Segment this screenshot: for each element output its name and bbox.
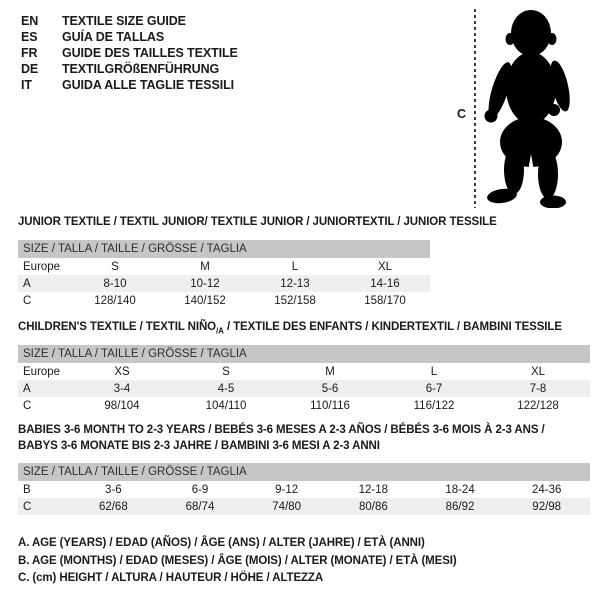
table-cell: Europe	[23, 365, 61, 378]
table-cell: S	[222, 365, 230, 378]
table-cell: XL	[530, 365, 546, 378]
table-row	[18, 363, 590, 380]
table-cell: 10-12	[190, 277, 220, 290]
size-header-bar: SIZE / TALLA / TAILLE / GRÖSSE / TAGLIA	[18, 463, 590, 481]
table-cell: L	[291, 260, 299, 273]
section-title-text: / TEXTILE DES ENFANTS / KINDERTEXTIL / BAMBINI TESSILE	[223, 321, 562, 333]
table-cell: 110/116	[310, 399, 350, 412]
table-cell: 4-5	[217, 382, 235, 395]
table-cell: 12-13	[280, 277, 310, 290]
language-code: DE	[21, 62, 39, 76]
table-cell: 3-6	[105, 483, 122, 496]
size-header-bar: SIZE / TALLA / TAILLE / GRÖSSE / TAGLIA	[18, 345, 590, 363]
language-row	[21, 61, 238, 77]
language-row	[21, 29, 238, 45]
table-cell: L	[430, 365, 438, 378]
section-title-subscript: /A	[216, 326, 224, 336]
note-height-cm: C. (cm) HEIGHT / ALTURA / HAUTEUR / HÖHE / ALTEZZA	[18, 572, 324, 584]
height-measure-dashed-line	[474, 9, 476, 208]
table-cell: 12-18	[358, 483, 389, 496]
table-cell: 74/80	[272, 500, 302, 513]
table-row	[18, 397, 590, 414]
table-cell: 158/170	[364, 294, 406, 307]
language-title: GUIDE DES TAILLES TEXTILE	[62, 46, 238, 60]
table-cell: 122/128	[517, 399, 559, 412]
table-cell: XS	[114, 365, 130, 378]
language-code: IT	[21, 78, 32, 92]
table-cell: 14-16	[370, 277, 400, 290]
table-cell: 6-9	[191, 483, 209, 496]
table-row	[18, 481, 590, 498]
table-body	[18, 363, 590, 414]
table-cell: 62/68	[98, 500, 128, 513]
table-cell: A	[23, 382, 31, 395]
table-cell: 98/104	[104, 399, 140, 412]
table-cell: A	[23, 277, 31, 290]
table-cell: S	[111, 260, 119, 273]
table-cell: M	[325, 365, 335, 378]
language-code: FR	[21, 46, 38, 60]
section-title-line: BABYS 3-6 MONATE BIS 2-3 JAHRE / BAMBINI 3-6 MESI A 2-3 ANNI	[18, 440, 380, 452]
table-body	[18, 258, 430, 309]
section-title-babies	[18, 422, 545, 454]
table-cell: 104/110	[205, 399, 247, 412]
table-cell: C	[23, 500, 32, 513]
table-cell: C	[23, 294, 32, 307]
table-cell: 92/98	[532, 500, 562, 513]
children-size-table	[18, 345, 590, 414]
section-title-line: BABIES 3-6 MONTH TO 2-3 YEARS / BEBÉS 3-6 MESES A 2-3 AÑOS / BÉBÉS 3-6 MOIS À 2-3 ANS /	[18, 424, 545, 436]
table-cell: 3-4	[113, 382, 131, 395]
language-title: GUÍA DE TALLAS	[62, 30, 165, 44]
table-cell: 9-12	[275, 483, 299, 496]
table-cell: XL	[377, 260, 393, 273]
table-cell: C	[23, 399, 32, 412]
table-cell: 86/92	[445, 500, 475, 513]
table-row	[18, 275, 430, 292]
height-measure-label: C	[457, 107, 467, 121]
table-cell: M	[200, 260, 210, 273]
table-cell: 128/140	[94, 294, 136, 307]
table-cell: 80/86	[358, 500, 388, 513]
table-cell: 6-7	[425, 382, 443, 395]
section-title-text: CHILDREN'S TEXTILE / TEXTIL NIÑO	[18, 321, 217, 333]
section-title-junior: JUNIOR TEXTILE / TEXTIL JUNIOR/ TEXTILE JUNIOR / JUNIORTEXTIL / JUNIOR TESSILE	[18, 216, 497, 228]
table-row	[18, 258, 430, 275]
table-cell: 5-6	[321, 382, 339, 395]
note-age-years: A. AGE (YEARS) / EDAD (AÑOS) / ÂGE (ANS) / ALTER (JAHRE) / ETÀ (ANNI)	[18, 537, 425, 549]
section-title-children	[18, 319, 562, 339]
table-cell: Europe	[23, 260, 61, 273]
language-row	[21, 45, 238, 61]
table-row	[18, 498, 590, 515]
baby-silhouette-image	[481, 8, 576, 208]
language-row	[21, 13, 238, 29]
language-row	[21, 77, 238, 93]
table-body	[18, 481, 590, 515]
table-cell: 140/152	[184, 294, 226, 307]
legend-notes	[18, 535, 457, 588]
table-cell: 7-8	[529, 382, 547, 395]
babies-size-table	[18, 463, 590, 515]
table-cell: B	[23, 483, 31, 496]
language-title: TEXTILE SIZE GUIDE	[62, 14, 186, 28]
language-title-list	[21, 13, 238, 93]
table-cell: 116/122	[413, 399, 455, 412]
table-cell: 68/74	[185, 500, 215, 513]
language-code: ES	[21, 30, 38, 44]
note-age-months: B. AGE (MONTHS) / EDAD (MESES) / ÂGE (MOIS) / ALTER (MONATE) / ETÀ (MESI)	[18, 554, 457, 567]
table-cell: 152/158	[274, 294, 316, 307]
table-cell: 8-10	[103, 277, 127, 290]
language-title: TEXTILGRÖßENFÜHRUNG	[62, 62, 220, 76]
language-title: GUIDA ALLE TAGLIE TESSILI	[62, 78, 235, 92]
junior-size-table	[18, 240, 430, 309]
table-cell: 24-36	[531, 483, 562, 496]
table-row	[18, 380, 590, 397]
table-cell: 18-24	[445, 483, 475, 496]
language-code: EN	[21, 14, 39, 28]
size-header-bar: SIZE / TALLA / TAILLE / GRÖSSE / TAGLIA	[18, 240, 430, 258]
table-row	[18, 292, 430, 309]
